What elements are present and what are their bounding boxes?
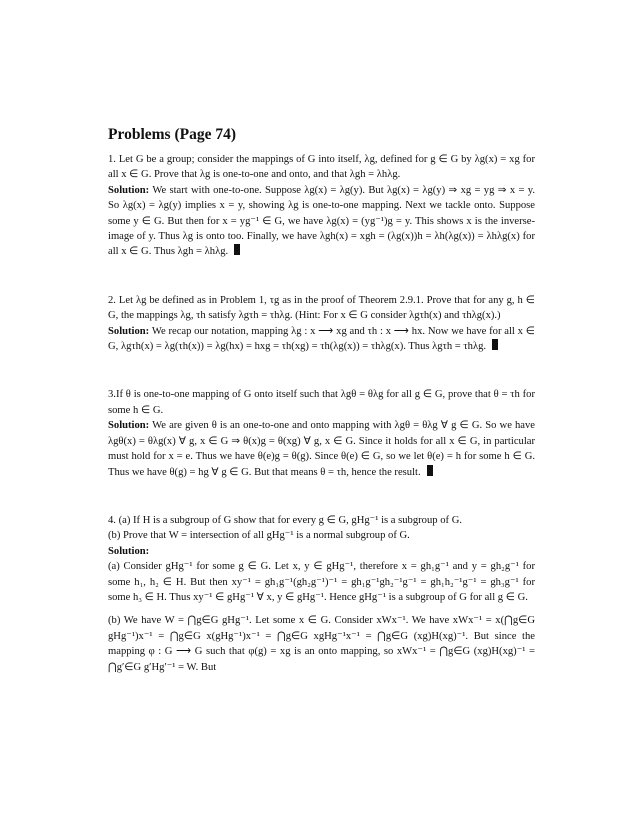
problem-2: [108, 293, 535, 355]
solution-text: We recap our notation, mapping λg : x ⟶ xg and τh : x ⟶ hx. Now we have for all x ∈ G, λgτh(x) = λg(τh(x)) = λg(hx) = hxg = τh(xg) = τh(λg(x)) = τhλg(x). Thus λgτh = τhλg.: [108, 325, 535, 353]
solution-label: Solution:: [108, 420, 150, 432]
problem-statement: 2. Let λg be defined as in Problem 1, τg as in the proof of Theorem 2.9.1. Prove that for any g, h ∈ G, the mappings λg, τh satisfy λgτh = τhλg. (Hint: For x ∈ G consider λgτh(x) and τhλg(x).): [108, 294, 535, 322]
problem-4: [108, 513, 535, 675]
problem-statement-a: 4. (a) If H is a subgroup of G show that for every g ∈ G, gHg⁻¹ is a subgroup of G.: [108, 514, 462, 526]
solution-label: Solution:: [108, 545, 150, 557]
solution-text: We start with one-to-one. Suppose λg(x) = λg(y). But λg(x) = λg(y) ⇒ xg = yg ⇒ x = y. So λg(x) = λg(y) implies x = y, showing λg is one-to-one mapping. Next we tackle onto. Suppose some y ∈ G. But then for x = yg⁻¹ ∈ G, we have λg(x) = (yg⁻¹)g = y. This shows x is the inverse-image of y. Thus λg is onto too. Finally, we have λgh(x) = xgh = (λg(x))h = λh(λg(x)) = λhλg(x) for all x ∈ G. Thus λgh = λhλg.: [108, 184, 535, 258]
problem-1: [108, 152, 535, 260]
qed-symbol: [427, 465, 433, 476]
problem-statement-b: (b) Prove that W = intersection of all gHg⁻¹ is a normal subgroup of G.: [108, 530, 410, 542]
solution-text: We are given θ is an one-to-one and onto mapping with λgθ = θλg ∀ g ∈ G. So we have λgθ(x) = θλg(x) ∀ g, x ∈ G ⇒ θ(x)g = θ(xg) ∀ g, x ∈ G. Since it holds for all x ∈ G, in particular must hold for x = e. Thus we have θ(e)g = θ(g). Since θ(e) ∈ G, so we let θ(e) = h for some h ∈ G. Thus we have θ(g) = hg ∀ g ∈ G. But that means θ = τh, hence the result.: [108, 420, 535, 478]
solution-label: Solution:: [108, 325, 150, 337]
qed-symbol: [234, 244, 240, 255]
problem-3: [108, 387, 535, 479]
solution-text-a: (a) Consider gHg⁻¹ for some g ∈ G. Let x, y ∈ gHg⁻¹, therefore x = gh₁g⁻¹ and y = gh₂g⁻¹ for some h₁, h₂ ∈ H. But then xy⁻¹ = gh₁g⁻¹(gh₂g⁻¹)⁻¹ = gh₁g⁻¹gh₂⁻¹g⁻¹ = gh₁h₂⁻¹g⁻¹ = gh₃g⁻¹ for some h₃ ∈ H. Thus xy⁻¹ ∈ gHg⁻¹ ∀ x, y ∈ gHg⁻¹. Hence gHg⁻¹ is a subgroup of G for all g ∈ G.: [108, 561, 535, 603]
problem-statement: 1. Let G be a group; consider the mappings of G into itself, λg, defined for g ∈ G by λg(x) = xg for all x ∈ G. Prove that λg is one-to-one and onto, and that λgh = λhλg.: [108, 154, 535, 181]
solution-text-b: (b) We have W = ⋂g∈G gHg⁻¹. Let some x ∈ G. Consider xWx⁻¹. We have xWx⁻¹ = x(⋂g∈G gHg⁻¹)x⁻¹ = ⋂g∈G x(gHg⁻¹)x⁻¹ = ⋂g∈G xgHg⁻¹x⁻¹ = ⋂g∈G (xg)H(xg)⁻¹. But since the mapping φ : G ⟶ G such that φ(g) = xg is an onto mapping, so xWx⁻¹ = ⋂g∈G (xg)H(xg)⁻¹ = ⋂g′∈G g′Hg′⁻¹ = W. But: [108, 615, 535, 673]
problem-statement: 3.If θ is one-to-one mapping of G onto itself such that λgθ = θλg for all g ∈ G, prove that θ = τh for some h ∈ G.: [108, 389, 535, 416]
solution-label: Solution:: [108, 184, 150, 196]
qed-symbol: [492, 339, 498, 350]
page-title: Problems (Page 74): [108, 126, 236, 143]
